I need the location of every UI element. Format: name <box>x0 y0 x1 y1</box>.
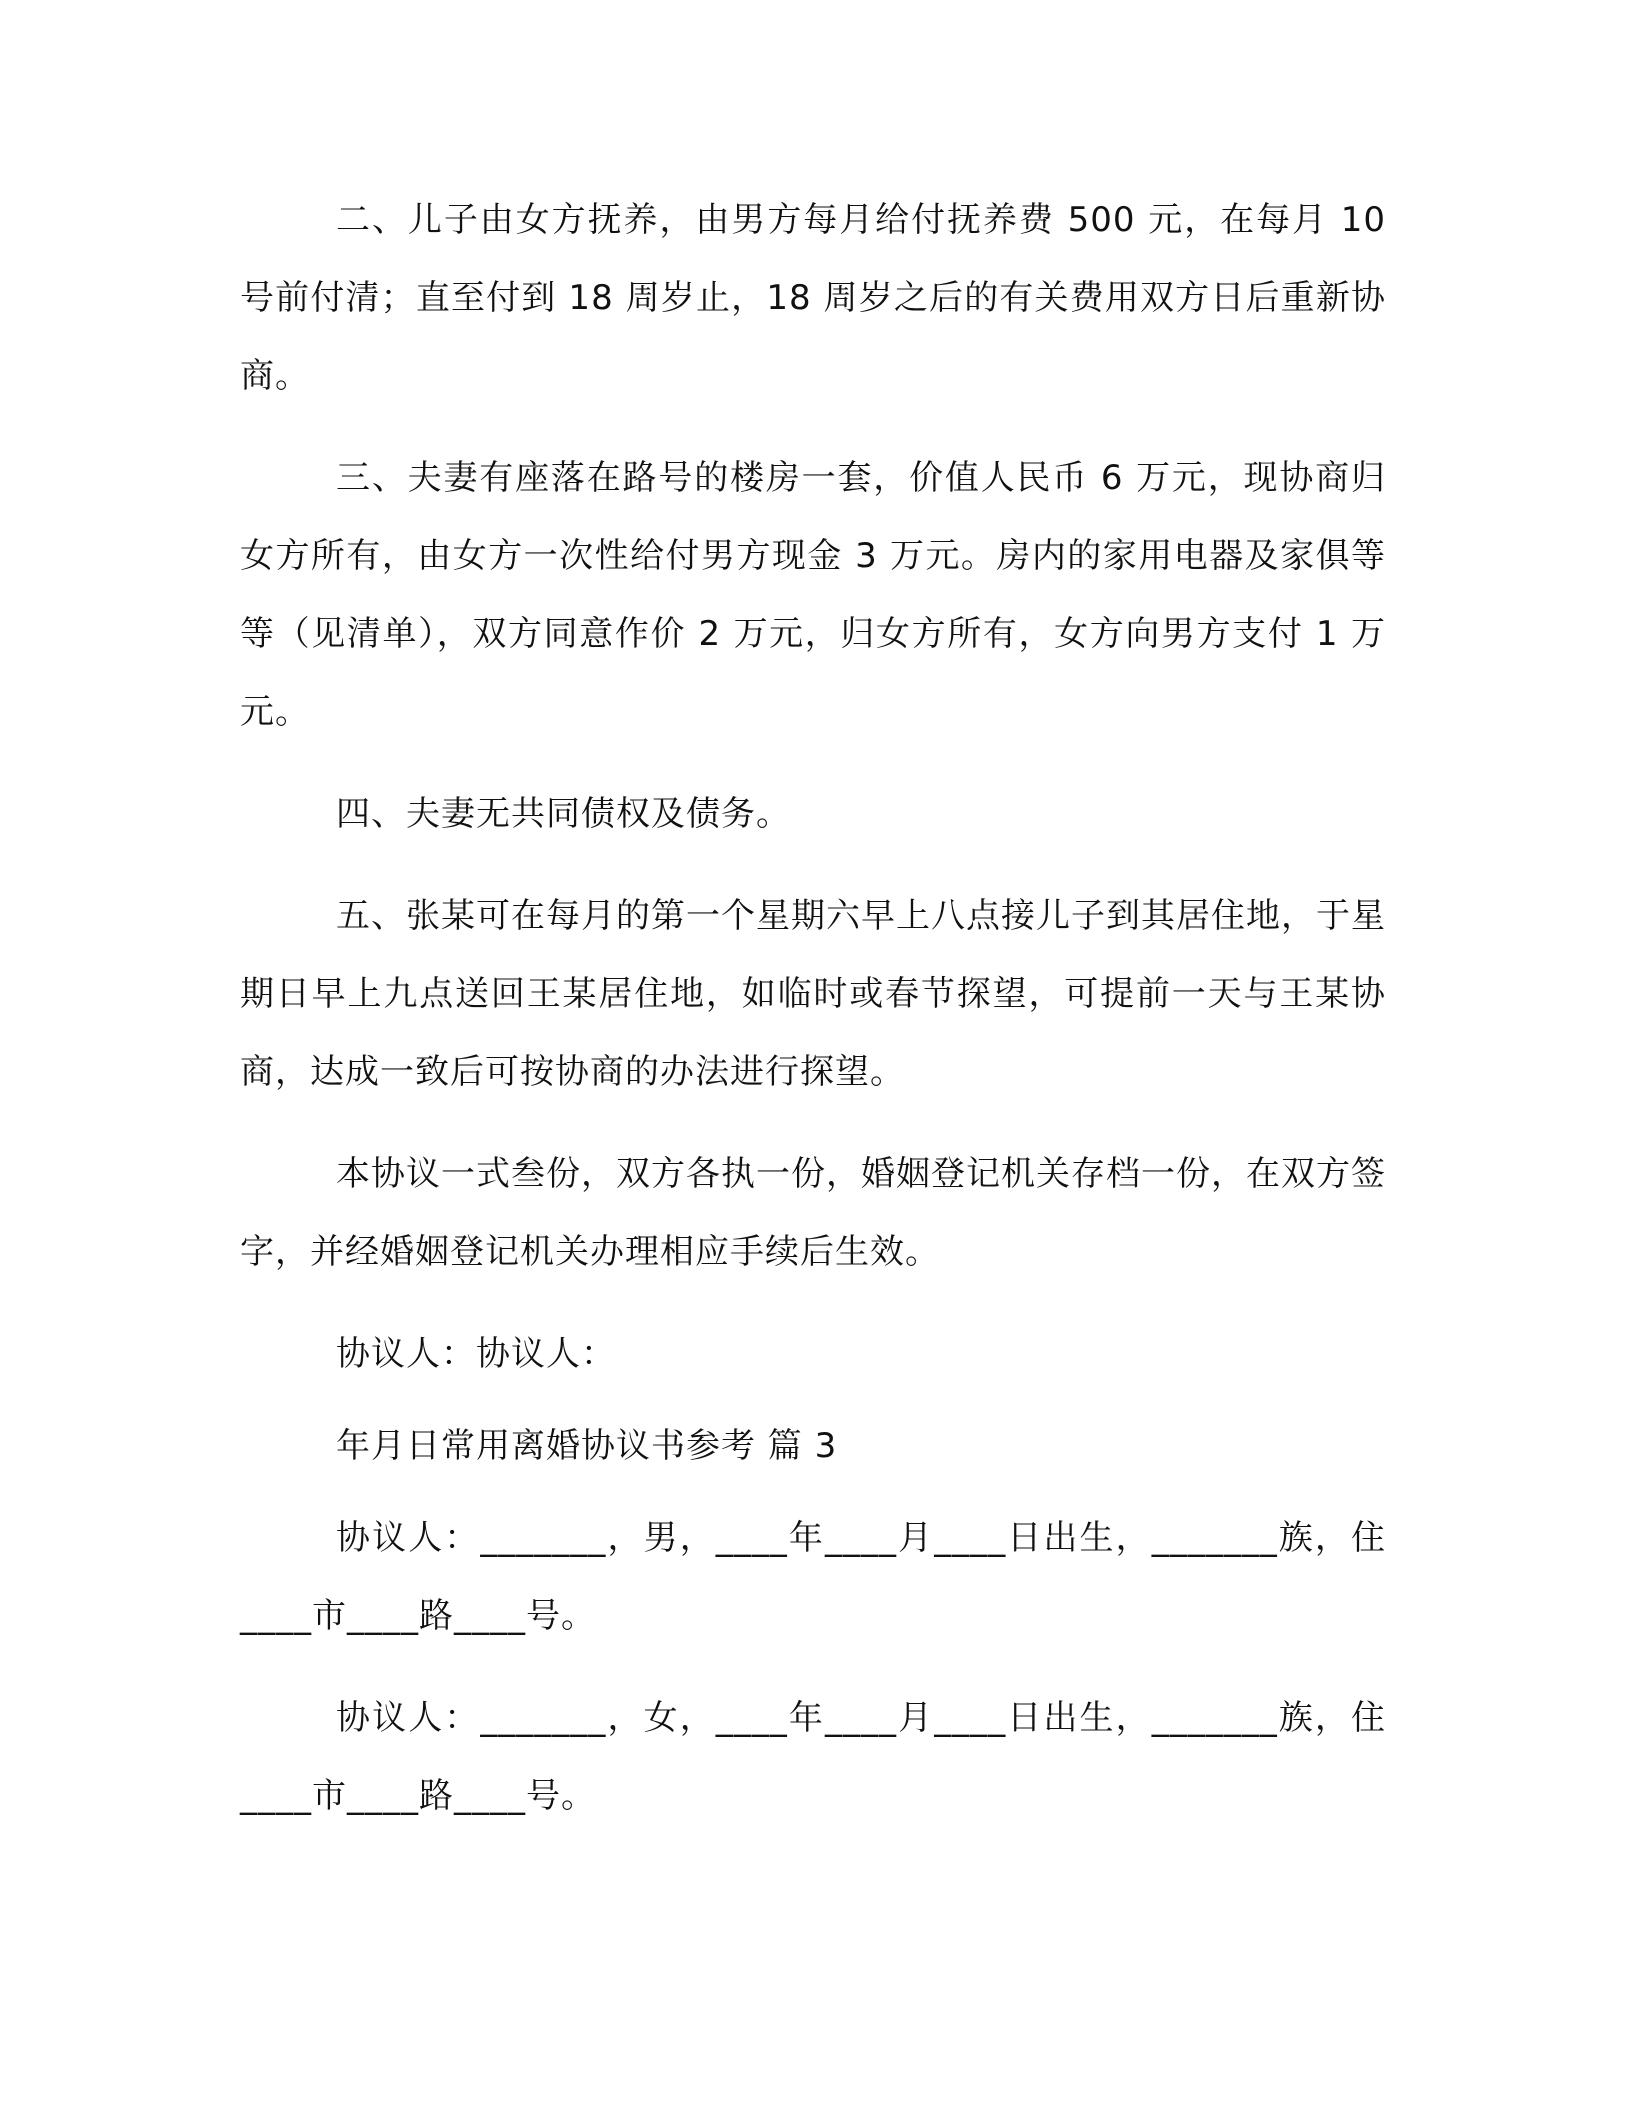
clause-three-property: 三、夫妻有座落在路号的楼房一套，价值人民币 6 万元，现协商归女方所有，由女方一次性给付男方现金 3 万元。房内的家用电器及家俱等等（见清单），双方同意作价 2 万元，归女方所有，女方向男方支付 1 万元。 <box>240 458 1386 732</box>
signatories-line: 协议人：协议人： <box>336 1334 616 1374</box>
agreement-effect-clause: 本协议一式叁份，双方各执一份，婚姻登记机关存档一份，在双方签字，并经婚姻登记机关办理相应手续后生效。 <box>240 1154 1386 1272</box>
party-male-info: 协议人：_______，男，____年____月____日出生，_______族，住____市____路____号。 <box>240 1518 1386 1636</box>
party-female-info: 协议人：_______，女，____年____月____日出生，_______族，住____市____路____号。 <box>240 1698 1386 1816</box>
document-body <box>240 181 1386 1859</box>
clause-five-visitation: 五、张某可在每月的第一个星期六早上八点接儿子到其居住地，于星期日早上九点送回王某居住地，如临时或春节探望，可提前一天与王某协商，达成一致后可按协商的办法进行探望。 <box>240 896 1386 1092</box>
section-heading-part-3: 年月日常用离婚协议书参考 篇 3 <box>336 1426 838 1466</box>
clause-two-child-custody: 二、儿子由女方抚养，由男方每月给付抚养费 500 元，在每月 10 号前付清；直至付到 18 周岁止，18 周岁之后的有关费用双方日后重新协商。 <box>240 200 1386 396</box>
clause-four-debts: 四、夫妻无共同债权及债务。 <box>336 794 791 834</box>
